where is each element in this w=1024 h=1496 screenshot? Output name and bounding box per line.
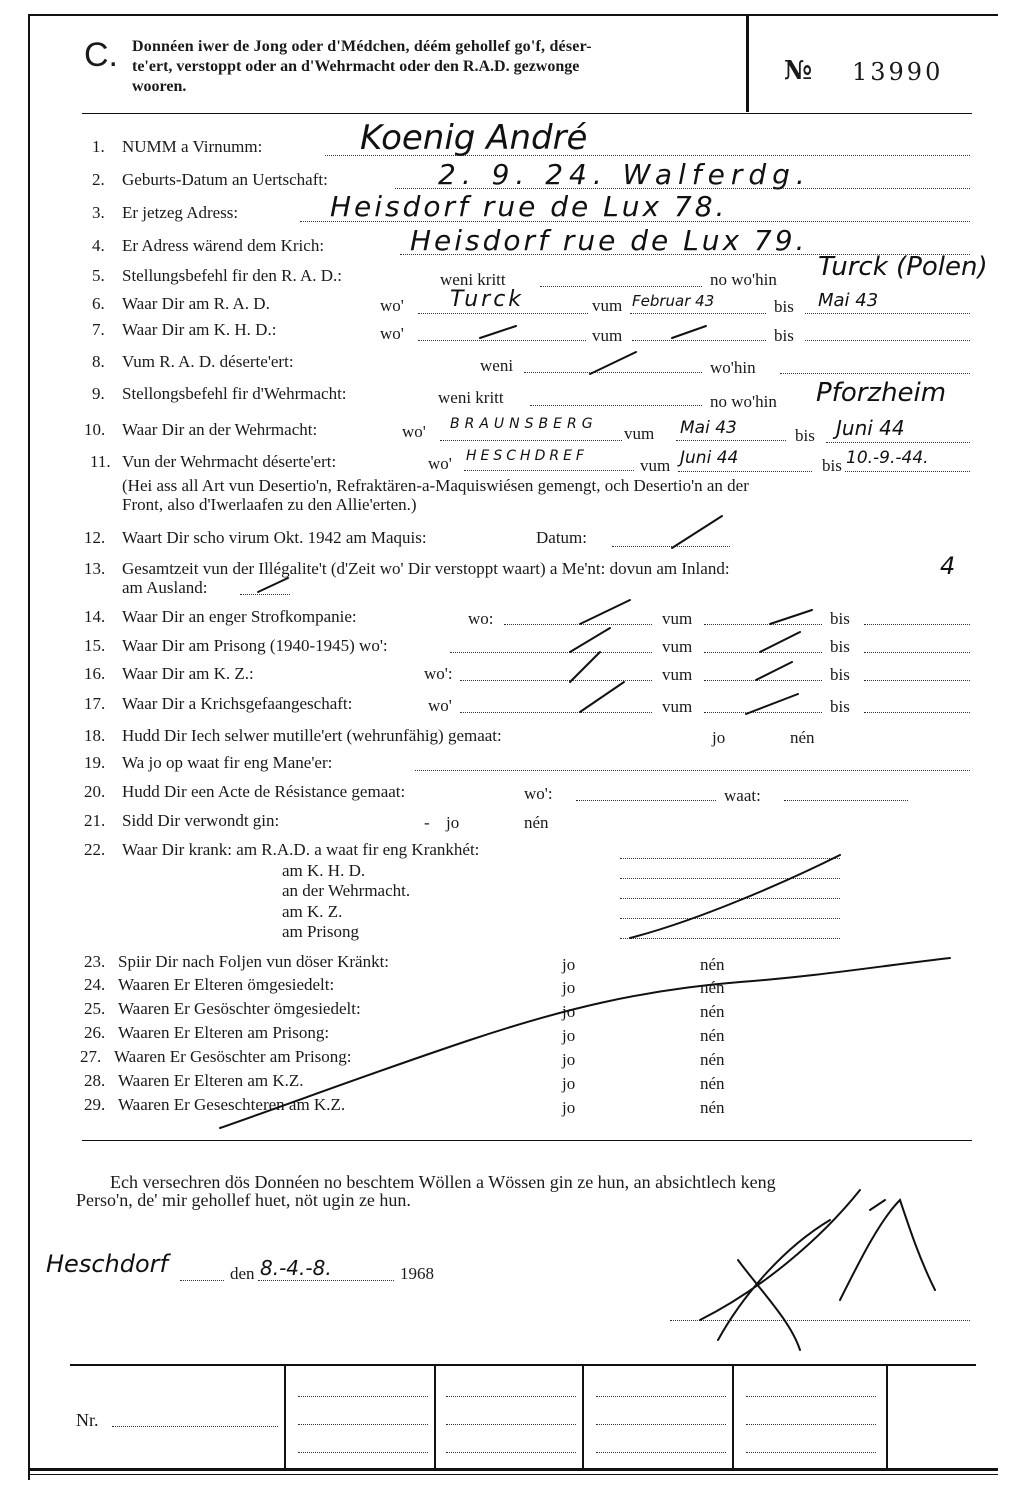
q21-nen: nén	[524, 813, 549, 832]
q17-number: 17.	[84, 694, 106, 713]
date-handwritten: 8.-4.-8.	[260, 1256, 332, 1280]
q14-vum: vum	[662, 609, 693, 628]
q11-bis-answer: 10.-9.-44.	[846, 448, 929, 468]
q21-dash: -	[424, 813, 430, 832]
footer-nr-label: Nr.	[76, 1410, 99, 1430]
q11-vum-answer: Juni 44	[680, 448, 739, 468]
q14-wo: wo:	[468, 609, 494, 628]
q17-wo: wo'	[428, 696, 452, 715]
q11-note-line1: (Hei ass all Art vun Desertio'n, Refraktären-a-Maquiswiésen gemengt, och Desertio'n an der	[122, 476, 749, 495]
q22-strike	[630, 855, 840, 938]
q4-number: 4.	[92, 236, 105, 255]
q29-number: 29.	[84, 1095, 106, 1114]
q5-number: 5.	[92, 266, 105, 285]
q9-label: Stellongsbefehl fir d'Wehrmacht:	[122, 384, 347, 403]
q22-sub-kz: am K. Z.	[282, 902, 343, 921]
q9-weni-kritt: weni kritt	[438, 388, 504, 407]
q3-label: Er jetzeg Adress:	[122, 203, 239, 222]
q16-label: Waar Dir am K. Z.:	[122, 664, 254, 683]
q27-nen: nén	[700, 1050, 725, 1069]
q23-jo: jo	[562, 955, 576, 974]
q7-vum: vum	[592, 326, 623, 345]
q26-number: 26.	[84, 1023, 106, 1042]
q5-no-wohin: no wo'hin	[710, 270, 777, 289]
q14-number: 14.	[84, 607, 106, 626]
q9-no-wohin: no wo'hin	[710, 392, 777, 411]
q11-note-line2: Front, also d'Iwerlaafen zu den Allie'erten.)	[122, 495, 417, 514]
q14-strike-vum	[770, 610, 812, 624]
q13-number: 13.	[84, 559, 106, 578]
q20-number: 20.	[84, 782, 106, 801]
q7-wo: wo'	[380, 324, 404, 343]
q13-line2: am Ausland:	[122, 578, 208, 597]
q10-vum: vum	[624, 424, 655, 443]
q4-answer: Heisdorf rue de Lux 79.	[410, 224, 808, 257]
date-den-label: den	[230, 1264, 255, 1283]
section-letter: C.	[84, 36, 118, 74]
form-title-line2: te'ert, verstoppt oder an d'Wehrmacht oder den R.A.D. gezwonge	[132, 58, 580, 75]
q6-wo: wo'	[380, 296, 404, 315]
q16-strike-wo	[570, 652, 600, 682]
q15-vum: vum	[662, 637, 693, 656]
q24-jo: jo	[562, 978, 576, 997]
signature	[700, 1190, 935, 1350]
q6-number: 6.	[92, 294, 105, 313]
q17-strike-wo	[580, 682, 624, 712]
q23-29-strike	[220, 958, 950, 1128]
q2-number: 2.	[92, 170, 105, 189]
declaration-line1: Ech versechren dös Donnéen no beschtem Wöllen a Wössen gin ze hun, an absichtlech keng	[110, 1172, 776, 1192]
q29-nen: nén	[700, 1098, 725, 1117]
q20-wo: wo':	[524, 784, 553, 803]
q9-answer: Pforzheim	[816, 378, 947, 408]
q11-wo-answer: HESCHDREF	[466, 448, 588, 464]
q10-number: 10.	[84, 420, 106, 439]
q10-bis: bis	[795, 426, 815, 445]
place-handwritten: Heschdorf	[46, 1250, 168, 1278]
q6-vum-answer: Februar 43	[632, 292, 715, 310]
q22-number: 22.	[84, 840, 106, 859]
q12-number: 12.	[84, 528, 106, 547]
q14-bis: bis	[830, 609, 850, 628]
q14-label: Waar Dir an enger Strofkompanie:	[122, 607, 357, 626]
q7-strike-wo	[480, 326, 516, 338]
q10-wo-answer: BRAUNSBERG	[450, 416, 598, 432]
date-year: 1968	[400, 1264, 434, 1283]
q8-strike	[590, 352, 636, 374]
q15-label: Waar Dir am Prisong (1940-1945) wo':	[122, 636, 388, 655]
q5-answer: Turck (Polen)	[818, 252, 988, 282]
q23-label: Spiir Dir nach Foljen vun döser Kränkt:	[118, 952, 390, 971]
q22-label: Waar Dir krank: am R.A.D. a waat fir eng Krankhét:	[122, 840, 480, 859]
q24-number: 24.	[84, 975, 106, 994]
q16-wo: wo':	[424, 664, 453, 683]
q21-label: Sidd Dir verwondt gin:	[122, 811, 280, 830]
q10-wo: wo'	[402, 422, 426, 441]
q26-label: Waaren Er Elteren am Prisong:	[118, 1023, 330, 1042]
q7-bis: bis	[774, 326, 794, 345]
q1-label: NUMM a Virnumm:	[122, 137, 263, 156]
q10-bis-answer: Juni 44	[836, 416, 905, 440]
q13-inland-answer: 4	[940, 552, 956, 580]
q19-label: Wa jo op waat fir eng Mane'er:	[122, 753, 333, 772]
q21-number: 21.	[84, 811, 106, 830]
q13-line1: Gesamtzeit vun der Illégalite't (d'Zeit wo' Dir verstoppt waart) a Me'nt: dovun am Inland:	[122, 559, 730, 578]
q17-strike-vum	[746, 694, 798, 714]
q8-wohin: wo'hin	[710, 358, 756, 377]
q27-jo: jo	[562, 1050, 576, 1069]
q15-strike-vum	[760, 632, 800, 652]
q3-number: 3.	[92, 203, 105, 222]
form-number: 13990	[852, 58, 944, 86]
q6-wo-answer: Turck	[450, 287, 525, 312]
q12-strike	[672, 516, 722, 548]
q29-jo: jo	[562, 1098, 576, 1117]
q11-wo: wo'	[428, 454, 452, 473]
q1-answer: Koenig André	[360, 118, 588, 158]
q10-vum-answer: Mai 43	[680, 418, 737, 438]
q17-label: Waar Dir a Krichsgefaangeschaft:	[122, 694, 353, 713]
q28-jo: jo	[562, 1074, 576, 1093]
number-sign: №	[784, 56, 813, 86]
q8-label: Vum R. A. D. déserte'ert:	[122, 352, 294, 371]
q8-number: 8.	[92, 352, 105, 371]
q2-answer: 2. 9. 24. Walferdg.	[438, 158, 811, 191]
q6-label: Waar Dir am R. A. D.	[122, 294, 270, 313]
q16-strike-vum	[756, 662, 792, 680]
q1-number: 1.	[92, 137, 105, 156]
q22-sub-prisong: am Prisong	[282, 922, 359, 941]
q3-answer: Heisdorf rue de Lux 78.	[330, 190, 728, 223]
q20-waat: waat:	[724, 786, 761, 805]
form-title-line1: Donnéen iwer de Jong oder d'Médchen, déém gehollef go'f, déser-	[132, 38, 592, 55]
q26-nen: nén	[700, 1026, 725, 1045]
q14-strike-wo	[580, 600, 630, 624]
q23-number: 23.	[84, 952, 106, 971]
q7-label: Waar Dir am K. H. D.:	[122, 320, 277, 339]
q12-label: Waart Dir scho virum Okt. 1942 am Maquis:	[122, 528, 427, 547]
q8-weni: weni	[480, 356, 514, 375]
q16-number: 16.	[84, 664, 106, 683]
q16-vum: vum	[662, 665, 693, 684]
declaration-line2: Perso'n, de' mir gehollef huet, nöt ugin ze hun.	[76, 1190, 411, 1210]
q18-label: Hudd Dir Iech selwer mutille'ert (wehrunfähig) gemaat:	[122, 726, 502, 745]
q18-nen: nén	[790, 728, 815, 747]
q2-label: Geburts-Datum an Uertschaft:	[122, 170, 328, 189]
q12-date-label: Datum:	[536, 528, 587, 547]
q11-label: Vun der Wehrmacht déserte'ert:	[122, 452, 337, 471]
q27-label: Waaren Er Gesöschter am Prisong:	[114, 1047, 352, 1066]
q7-number: 7.	[92, 320, 105, 339]
q24-nen: nén	[700, 978, 725, 997]
q21-jo: jo	[446, 813, 460, 832]
q28-label: Waaren Er Elteren am K.Z.	[118, 1071, 304, 1090]
q5-weni-kritt: weni kritt	[440, 270, 506, 289]
q18-number: 18.	[84, 726, 106, 745]
q11-number: 11.	[90, 452, 111, 471]
q29-label: Waaren Er Geseschteren am K.Z.	[118, 1095, 346, 1114]
form-title-line3: wooren.	[132, 78, 187, 95]
q18-jo: jo	[712, 728, 726, 747]
q15-strike-wo	[570, 628, 610, 652]
q9-number: 9.	[92, 384, 105, 403]
q23-nen: nén	[700, 955, 725, 974]
q22-sub-khd: am K. H. D.	[282, 861, 366, 880]
q11-bis: bis	[822, 456, 842, 475]
q19-number: 19.	[84, 753, 106, 772]
q17-bis: bis	[830, 697, 850, 716]
q25-jo: jo	[562, 1002, 576, 1021]
q25-label: Waaren Er Gesöschter ömgesiedelt:	[118, 999, 361, 1018]
q5-label: Stellungsbefehl fir den R. A. D.:	[122, 266, 343, 285]
q11-vum: vum	[640, 456, 671, 475]
q22-sub-wehrmacht: an der Wehrmacht.	[282, 881, 411, 900]
q25-nen: nén	[700, 1002, 725, 1021]
q20-label: Hudd Dir een Acte de Résistance gemaat:	[122, 782, 406, 801]
q6-bis: bis	[774, 297, 794, 316]
q4-label: Er Adress wärend dem Krich:	[122, 236, 325, 255]
q26-jo: jo	[562, 1026, 576, 1045]
q6-bis-answer: Mai 43	[818, 290, 879, 311]
q15-number: 15.	[84, 636, 106, 655]
q27-number: 27.	[80, 1047, 102, 1066]
q28-number: 28.	[84, 1071, 106, 1090]
q17-vum: vum	[662, 697, 693, 716]
q25-number: 25.	[84, 999, 106, 1018]
q6-vum: vum	[592, 296, 623, 315]
q10-label: Waar Dir an der Wehrmacht:	[122, 420, 318, 439]
q24-label: Waaren Er Elteren ömgesiedelt:	[118, 975, 335, 994]
q7-strike-vum	[672, 326, 706, 338]
q28-nen: nén	[700, 1074, 725, 1093]
q13-strike	[258, 578, 288, 592]
q16-bis: bis	[830, 665, 850, 684]
q15-bis: bis	[830, 637, 850, 656]
